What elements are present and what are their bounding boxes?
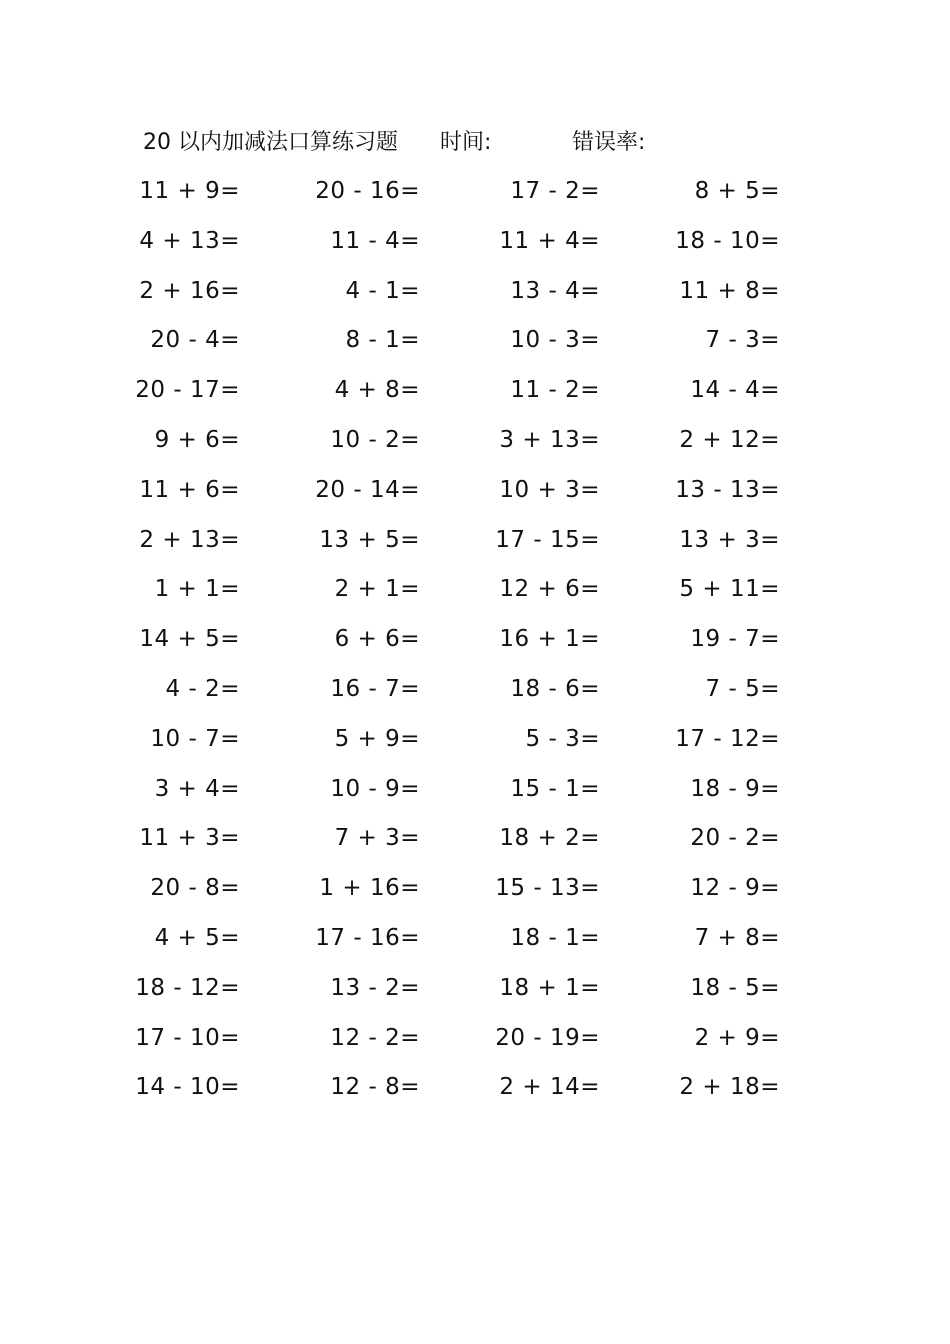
problem-row <box>0 614 950 664</box>
problem-row <box>0 813 950 863</box>
problem-cell: 7 - 5= <box>705 675 780 702</box>
problem-cell: 18 + 2= <box>499 825 600 852</box>
problem-cell: 11 - 4= <box>330 227 420 254</box>
problem-row <box>0 465 950 515</box>
problem-cell: 2 + 16= <box>139 277 240 304</box>
problem-row <box>0 415 950 465</box>
problem-cell: 18 - 12= <box>135 974 240 1001</box>
problem-cell: 5 + 11= <box>679 576 780 603</box>
problem-cell: 2 + 18= <box>679 1074 780 1101</box>
problem-cell: 14 + 5= <box>139 626 240 653</box>
problem-cell: 17 - 10= <box>135 1024 240 1051</box>
problem-cell: 2 + 12= <box>679 426 780 453</box>
problem-cell: 20 - 19= <box>495 1024 600 1051</box>
problem-cell: 15 - 13= <box>495 875 600 902</box>
problem-cell: 20 - 17= <box>135 377 240 404</box>
problem-cell: 18 - 5= <box>690 974 780 1001</box>
problem-cell: 9 + 6= <box>154 426 240 453</box>
problem-cell: 14 - 10= <box>135 1074 240 1101</box>
problem-row <box>0 714 950 764</box>
problem-row <box>0 1013 950 1063</box>
problem-row <box>0 365 950 415</box>
problem-row <box>0 266 950 316</box>
problem-cell: 20 - 2= <box>690 825 780 852</box>
problem-cell: 20 - 16= <box>315 178 420 204</box>
problem-cell: 11 + 4= <box>499 227 600 254</box>
problem-cell: 10 - 2= <box>330 426 420 453</box>
problem-cell: 11 + 9= <box>139 178 240 204</box>
problem-cell: 4 - 2= <box>165 675 240 702</box>
problem-cell: 11 - 2= <box>510 377 600 404</box>
problem-cell: 13 - 4= <box>510 277 600 304</box>
problem-cell: 16 - 7= <box>330 675 420 702</box>
problem-cell: 18 - 10= <box>675 227 780 254</box>
problem-cell: 11 + 8= <box>679 277 780 304</box>
problem-row <box>0 515 950 565</box>
problem-cell: 20 - 14= <box>315 476 420 503</box>
problem-cell: 8 - 1= <box>345 327 420 354</box>
problem-cell: 10 - 3= <box>510 327 600 354</box>
worksheet-title: 20 以内加减法口算练习题 <box>143 130 398 155</box>
problem-cell: 7 + 3= <box>334 825 420 852</box>
problem-grid <box>0 166 950 1112</box>
worksheet-header <box>143 126 743 160</box>
problem-cell: 17 - 16= <box>315 924 420 951</box>
problem-cell: 17 - 2= <box>510 178 600 204</box>
problem-cell: 18 - 9= <box>690 775 780 802</box>
error-rate-label: 错误率: <box>572 130 646 155</box>
problem-cell: 15 - 1= <box>510 775 600 802</box>
problem-cell: 1 + 1= <box>154 576 240 603</box>
problem-row <box>0 166 950 216</box>
problem-row <box>0 963 950 1013</box>
problem-cell: 11 + 3= <box>139 825 240 852</box>
problem-row <box>0 664 950 714</box>
problem-row <box>0 1062 950 1112</box>
problem-cell: 19 - 7= <box>690 626 780 653</box>
problem-cell: 2 + 1= <box>334 576 420 603</box>
problem-cell: 12 - 8= <box>330 1074 420 1101</box>
problem-cell: 2 + 14= <box>499 1074 600 1101</box>
problem-cell: 18 - 6= <box>510 675 600 702</box>
problem-cell: 3 + 4= <box>154 775 240 802</box>
problem-cell: 13 + 5= <box>319 526 420 553</box>
problem-cell: 4 + 5= <box>154 924 240 951</box>
problem-cell: 18 - 1= <box>510 924 600 951</box>
problem-row <box>0 913 950 963</box>
problem-row <box>0 863 950 913</box>
problem-cell: 4 + 8= <box>334 377 420 404</box>
problem-cell: 3 + 13= <box>499 426 600 453</box>
problem-cell: 7 - 3= <box>705 327 780 354</box>
problem-cell: 10 + 3= <box>499 476 600 503</box>
problem-cell: 5 + 9= <box>334 725 420 752</box>
time-label: 时间: <box>440 130 492 155</box>
problem-cell: 14 - 4= <box>690 377 780 404</box>
problem-cell: 1 + 16= <box>319 875 420 902</box>
problem-cell: 17 - 12= <box>675 725 780 752</box>
problem-cell: 11 + 6= <box>139 476 240 503</box>
problem-cell: 5 - 3= <box>525 725 600 752</box>
problem-cell: 6 + 6= <box>334 626 420 653</box>
problem-cell: 13 - 13= <box>675 476 780 503</box>
problem-cell: 13 + 3= <box>679 526 780 553</box>
problem-cell: 2 + 13= <box>139 526 240 553</box>
problem-cell: 12 - 9= <box>690 875 780 902</box>
problem-cell: 12 + 6= <box>499 576 600 603</box>
problem-cell: 8 + 5= <box>694 178 780 204</box>
problem-cell: 17 - 15= <box>495 526 600 553</box>
problem-cell: 7 + 8= <box>694 924 780 951</box>
problem-row <box>0 315 950 365</box>
problem-cell: 18 + 1= <box>499 974 600 1001</box>
problem-cell: 12 - 2= <box>330 1024 420 1051</box>
problem-cell: 4 - 1= <box>345 277 420 304</box>
problem-row <box>0 216 950 266</box>
problem-cell: 20 - 4= <box>150 327 240 354</box>
problem-cell: 10 - 7= <box>150 725 240 752</box>
problem-cell: 4 + 13= <box>139 227 240 254</box>
problem-row <box>0 764 950 814</box>
problem-cell: 20 - 8= <box>150 875 240 902</box>
problem-row <box>0 564 950 614</box>
problem-cell: 2 + 9= <box>694 1024 780 1051</box>
problem-cell: 16 + 1= <box>499 626 600 653</box>
problem-cell: 13 - 2= <box>330 974 420 1001</box>
problem-cell: 10 - 9= <box>330 775 420 802</box>
